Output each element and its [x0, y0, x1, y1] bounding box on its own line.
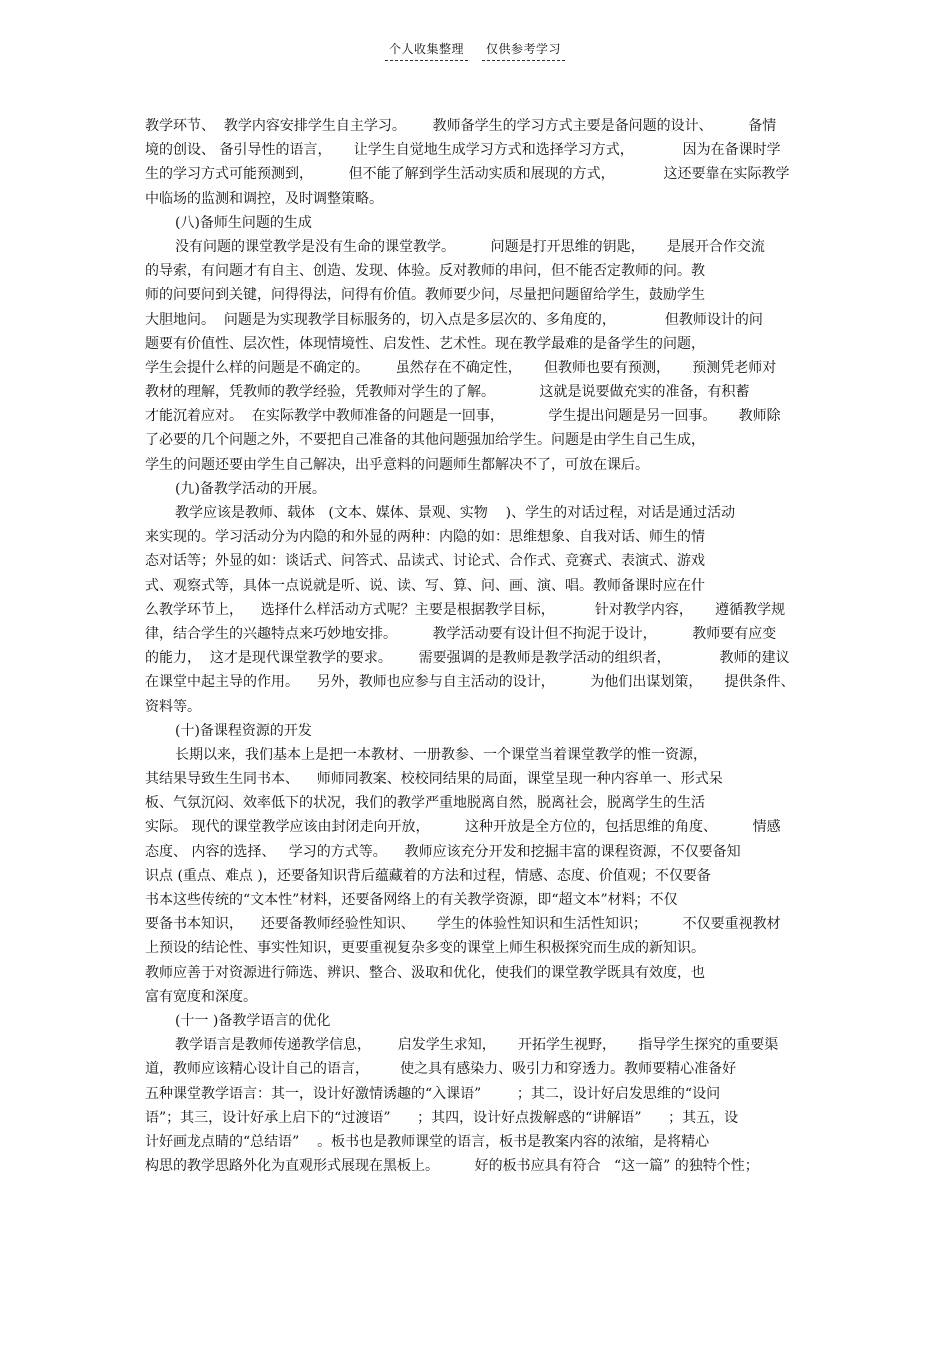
section-heading: (十)备课程资源的开发	[175, 722, 312, 739]
text-line: 生的学习方式可能预测到， 但不能了解到学生活动实质和展现的方式， 这还要靠在实际教学	[145, 166, 790, 183]
text-line: 境的创设、 备引导性的语言， 让学生自觉地生成学习方式和选择学习方式， 因为在备课时学	[145, 142, 781, 159]
text-line: 富有宽度和深度。	[145, 988, 257, 1005]
text-line: 道，教师应该精心设计自己的语言， 使之具有感染力、吸引力和穿透力。教师要精心准备好	[145, 1061, 737, 1078]
text-line: 大胆地问。 问题是为实现教学目标服务的，切入点是多层次的、多角度的， 但教师设计的问	[145, 311, 763, 328]
text-line: 教学语言是教师传递教学信息， 启发学生求知， 开拓学生视野， 指导学生探究的重要渠	[175, 1037, 779, 1054]
text-line: 其结果导致生生同书本、 师师同教案、校校同结果的局面，课堂呈现一种内容单一、形式呆	[145, 771, 723, 788]
text-line: 教学应该是教师、载体 (文本、媒体、景观、实物 )、学生的对话过程，对话是通过活动	[175, 505, 736, 521]
text-line: 长期以来，我们基本上是把一本教材、一册教参、一个课堂当着课堂教学的惟一资源，	[175, 746, 707, 763]
text-line: 学生会提什么样的问题是不确定的。 虽然存在不确定性， 但教师也要有预测， 预测凭老师对	[145, 359, 777, 376]
text-line: 构思的教学思路外化为直观形式展现在黑板上。 好的板书应具有符合 “这一篇” 的独特个性；	[145, 1158, 759, 1175]
text-line: 要备书本知识， 还要备教师经验性知识、 学生的体验性知识和生活性知识； 不仅要重视教材	[145, 916, 781, 933]
text-line: 的能力， 这才是现代课堂教学的要求。 需要强调的是教师是教学活动的组织者， 教师的建议	[145, 650, 790, 667]
text-line: 没有问题的课堂教学是没有生命的课堂教学。 问题是打开思维的钥匙， 是展开合作交流	[175, 238, 765, 255]
text-line: 了必要的几个问题之外，不要把自己准备的其他问题强加给学生。问题是由学生自己生成，	[145, 432, 705, 449]
text-line: 板、气氛沉闷、效率低下的状况，我们的教学严重地脱离自然，脱离社会，脱离学生的生活	[145, 795, 705, 812]
text-line: 么教学环节上， 选择什么样活动方式呢？主要是根据教学目标， 针对教学内容， 遵循教学规	[145, 601, 786, 618]
text-line: 式、观察式等，具体一点说就是听、说、读、写、算、问、画、演、唱。教师备课时应在什	[145, 577, 705, 594]
section-heading: (十一 )备教学语言的优化	[175, 1012, 331, 1029]
text-line: 资料等。	[145, 698, 201, 715]
text-line: 态度、 内容的选择、 学习的方式等。 教师应该充分开发和挖掘丰富的课程资源，不仅要备知	[145, 843, 741, 860]
text-line: 实际。 现代的课堂教学应该由封闭走向开放， 这种开放是全方位的，包括思维的角度、 情感	[145, 819, 781, 836]
text-line: 的导索，有问题才有自主、创造、发现、体验。反对教师的串问，但不能否定教师的问。教	[145, 263, 705, 280]
text-line: 五种课堂教学语言：其一，设计好激情诱趣的“入课语” ；其二，设计好启发思维的“设问	[145, 1085, 721, 1102]
text-line: 学生的问题还要由学生自己解决，出乎意料的问题师生都解决不了，可放在课后。	[145, 456, 649, 473]
text-line: 题要有价值性、层次性，体现情境性、启发性、艺术性。现在教学最难的是备学生的问题，	[145, 335, 705, 352]
text-line: 识点 (重点、难点 )，还要备知识背后蕴藏着的方法和过程，情感、态度、价值观；不仅要备	[145, 867, 711, 884]
text-line: 书本这些传统的“文本性”材料，还要备网络上的有关教学资源，即“超文本”材料；不仅	[145, 892, 678, 908]
text-line: 在课堂中起主导的作用。 另外，教师也应参与自主活动的设计， 为他们出谋划策， 提供条件、	[145, 674, 795, 691]
text-line: 教学环节、 教学内容安排学生自主学习。 教师备学生的学习方式主要是备问题的设计、 备情	[145, 118, 777, 134]
text-line: 计好画龙点睛的“总结语” 。板书也是教师课堂的语言，板书是教案内容的浓缩，是将精心	[145, 1133, 710, 1150]
text-line: 来实现的。学习活动分为内隐的和外显的两种：内隐的如：思维想象、自我对话、师生的情	[145, 529, 705, 546]
document-body	[145, 114, 810, 1178]
page-header	[0, 40, 950, 61]
text-line: 上预设的结论性、事实性知识，更要重视复杂多变的课堂上师生积极探究而生成的新知识。	[145, 940, 705, 957]
text-line: 教材的理解，凭教师的教学经验，凭教师对学生的了解。 这就是说要做充实的准备，有积蓄	[145, 384, 750, 401]
text-line: 才能沉着应对。 在实际教学中教师准备的问题是一回事， 学生提出问题是另一回事。 教师除	[145, 408, 781, 425]
text-line: 教师应善于对资源进行筛选、辨识、整合、汲取和优化，使我们的课堂教学既具有效度，也	[145, 964, 705, 981]
text-line: 师的问要问到关键，问得得法，问得有价值。教师要少问，尽量把问题留给学生，鼓励学生	[145, 287, 705, 304]
section-heading: (八)备师生问题的生成	[175, 214, 312, 231]
section-heading: (九)备教学活动的开展。	[175, 480, 326, 497]
text-line: 语”；其三，设计好承上启下的“过渡语” ；其四，设计好点拨解惑的“讲解语” ；其五，设	[145, 1109, 739, 1126]
text-line: 律，结合学生的兴趣特点来巧妙地安排。 教学活动要有设计但不拘泥于设计， 教师要有应变	[145, 625, 777, 642]
header-left-text: 个人收集整理	[385, 40, 468, 61]
text-line: 中临场的监测和调控，及时调整策略。	[145, 190, 383, 207]
text-line: 态对话等；外显的如：谈话式、问答式、品读式、讨论式、合作式、竞赛式、表演式、游戏	[145, 553, 705, 570]
header-right-text: 仅供参考学习	[482, 40, 565, 61]
